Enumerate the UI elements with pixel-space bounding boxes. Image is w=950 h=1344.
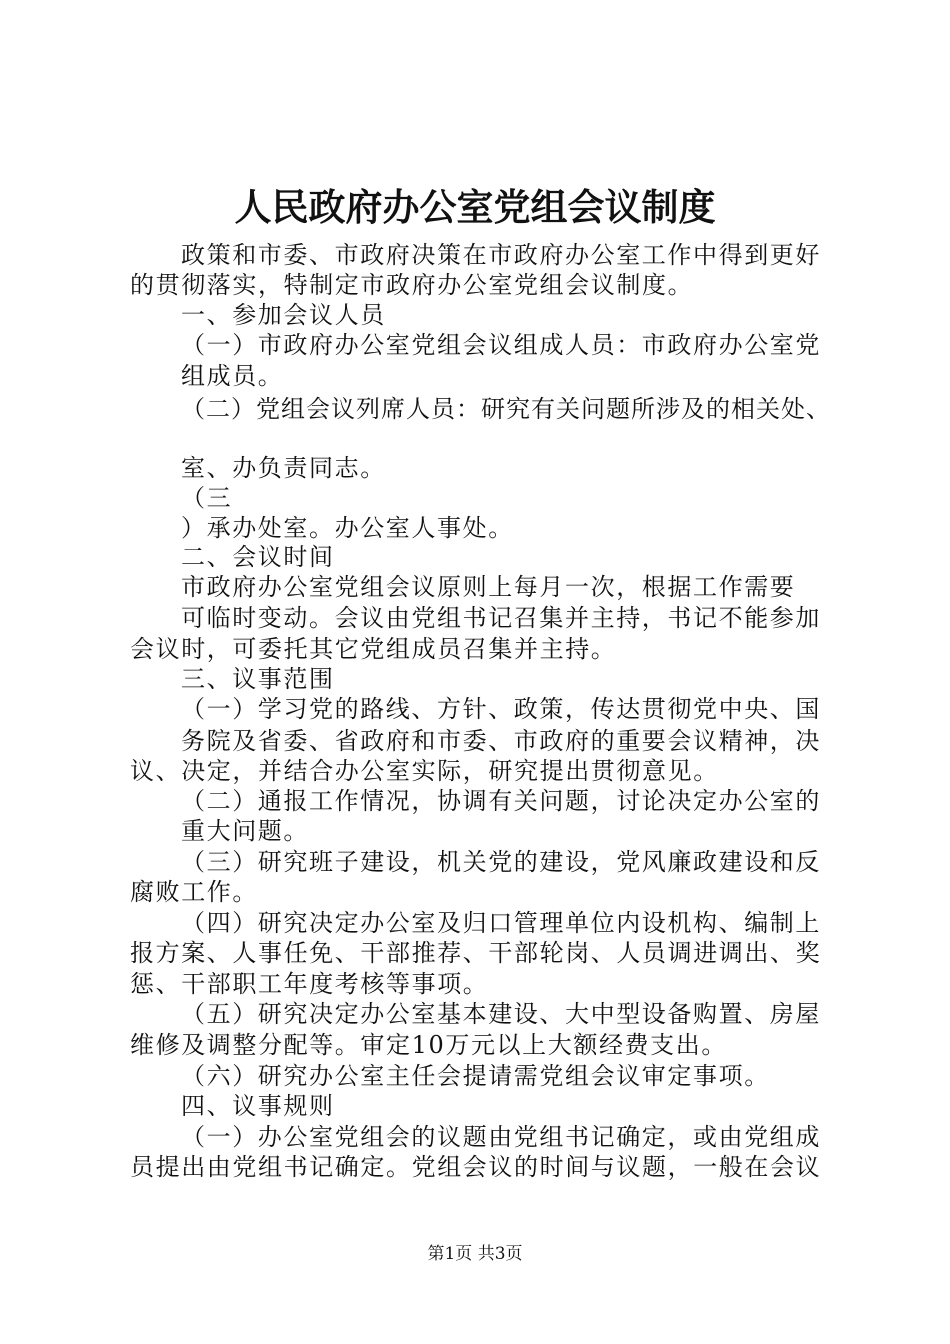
body-line: （四）研究决定办公室及归口管理单位内设机构、编制上 [181,909,821,937]
body-line: 报方案、人事任免、干部推荐、干部轮岗、人员调进调出、奖 [130,939,822,967]
body-line: （五）研究决定办公室基本建设、大中型设备购置、房屋 [181,1000,821,1028]
body-line: 腐败工作。 [130,878,258,906]
body-line: 务院及省委、省政府和市委、市政府的重要会议精神，决 [181,727,821,755]
document-title: 人民政府办公室党组会议制度 [234,185,716,229]
body-line: （一）市政府办公室党组会议组成人员：市政府办公室党 [181,331,821,359]
body-line: 政策和市委、市政府决策在市政府办公室工作中得到更好 [181,241,821,269]
body-line: 市政府办公室党组会议原则上每月一次，根据工作需要 [181,573,796,601]
body-line: （一）学习党的路线、方针、政策，传达贯彻党中央、国 [181,695,821,723]
section-heading: 四、议事规则 [181,1092,335,1120]
body-line: 室、办负责同志。 [181,454,386,482]
body-line: 惩、干部职工年度考核等事项。 [130,970,489,998]
body-line: 会议时，可委托其它党组成员召集并主持。 [130,635,617,663]
body-line: （三 [181,484,233,512]
section-heading: 三、议事范围 [181,665,335,693]
body-line: 议、决定，并结合办公室实际，研究提出贯彻意见。 [130,757,719,785]
body-line: （三）研究班子建设，机关党的建设，党风廉政建设和反 [181,848,821,876]
body-line: （二）通报工作情况，协调有关问题，讨论决定办公室的 [181,787,821,815]
body-line: （六）研究办公室主任会提请需党组会议审定事项。 [181,1062,770,1090]
body-line: 重大问题。 [181,817,309,845]
section-heading: 一、参加会议人员 [181,301,386,329]
body-line: 维修及调整分配等。审定10万元以上大额经费支出。 [130,1031,727,1059]
body-line: （二）党组会议列席人员：研究有关问题所涉及的相关处、 [181,395,831,423]
body-line: 的贯彻落实，特制定市政府办公室党组会议制度。 [130,271,694,299]
body-line: 可临时变动。会议由党组书记召集并主持，书记不能参加 [181,604,821,632]
body-line: 员提出由党组书记确定。党组会议的时间与议题，一般在会议 [130,1153,822,1181]
body-line: 组成员。 [181,362,284,390]
body-line: ）承办处室。办公室人事处。 [181,514,514,542]
page-footer: 第1页 共3页 [427,1244,523,1264]
body-line: （一）办公室党组会的议题由党组书记确定，或由党组成 [181,1123,821,1151]
section-heading: 二、会议时间 [181,543,335,571]
